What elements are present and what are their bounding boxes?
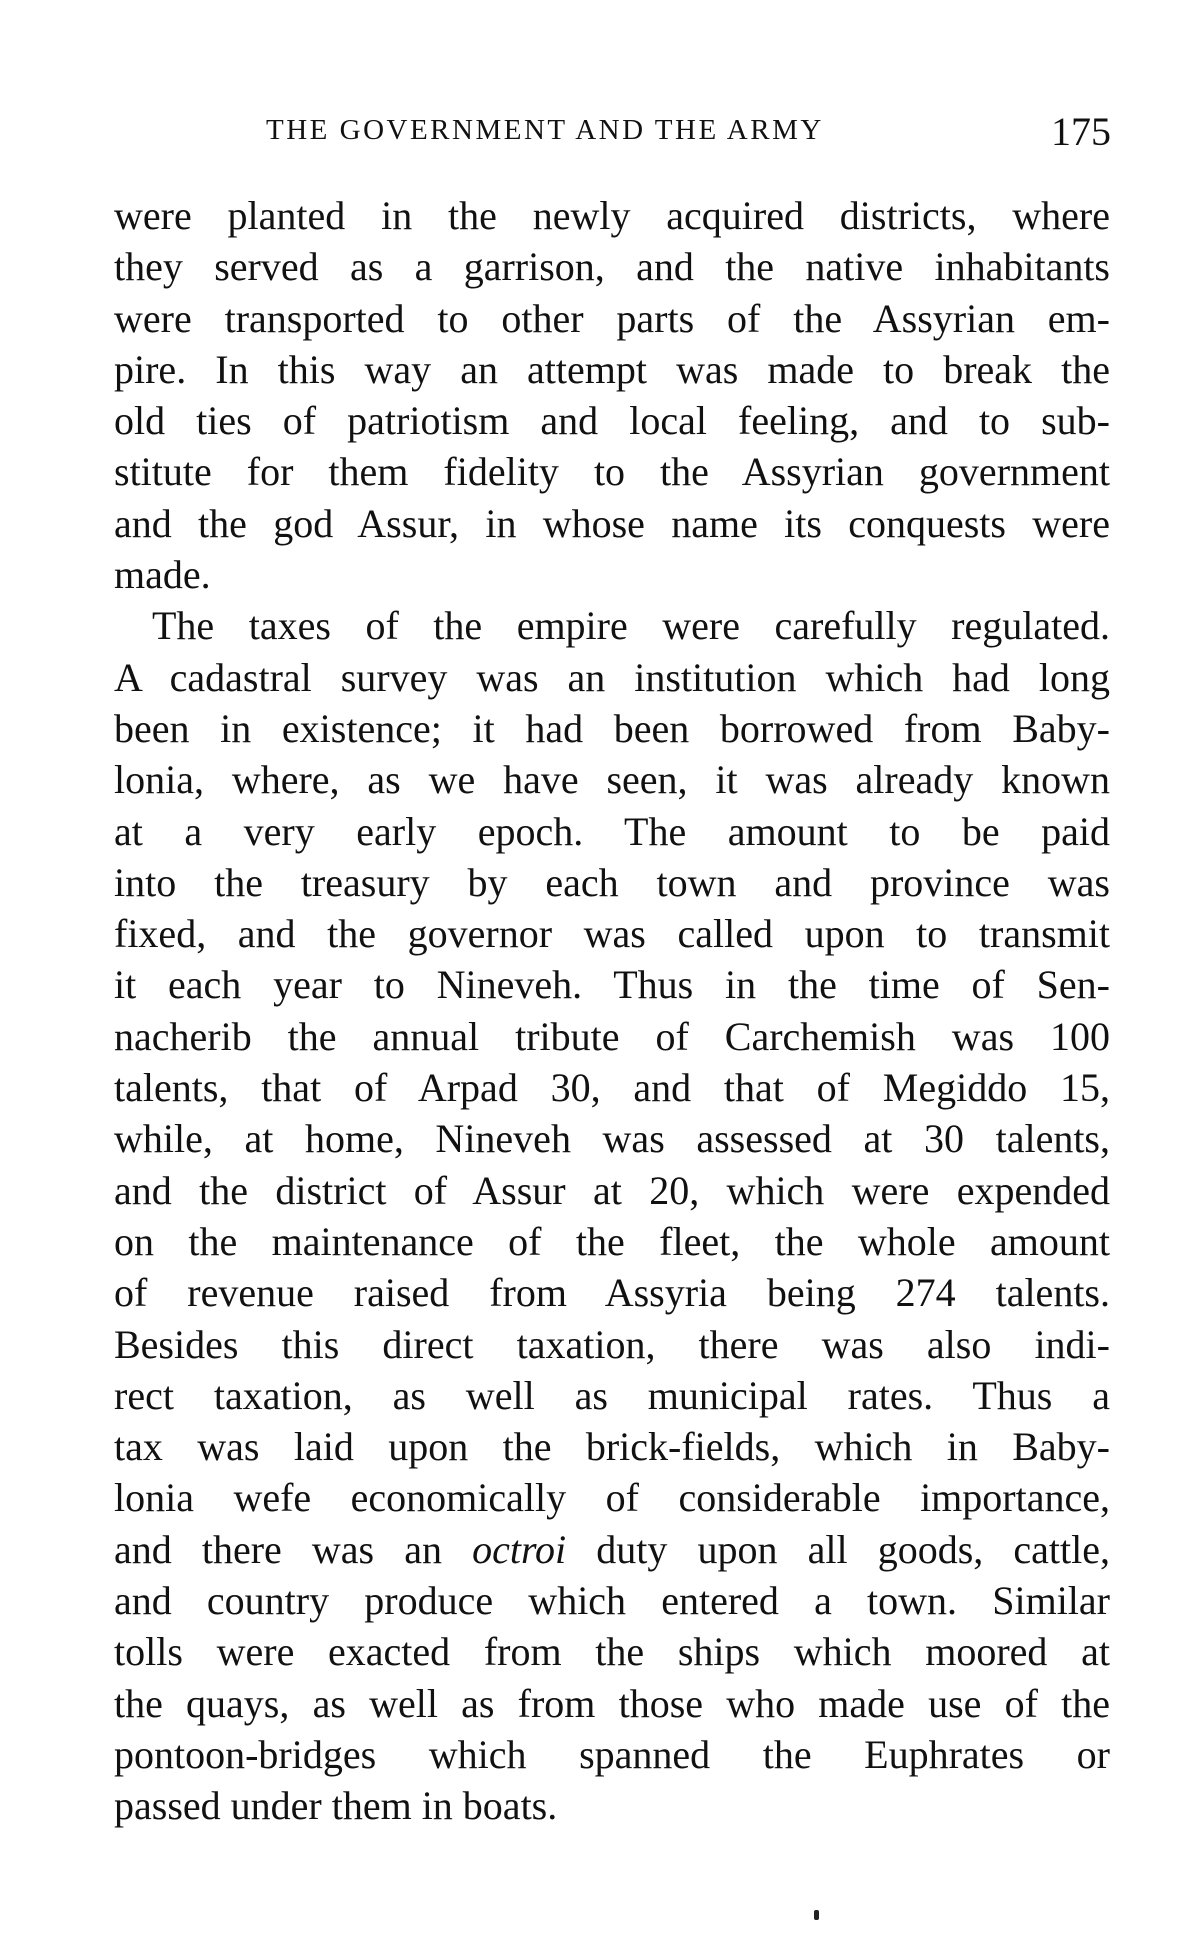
text-line: stitute for them fidelity to the Assyrian government (114, 449, 1110, 495)
text-line: fixed, and the governor was called upon to transmit (114, 911, 1110, 957)
text-line: tolls were exacted from the ships which moored at (114, 1629, 1110, 1675)
text-line: pontoon-bridges which spanned the Euphrates or (114, 1731, 1110, 1777)
text-line: nacherib the annual tribute of Carchemish was 100 (114, 1013, 1110, 1059)
text-line: been in existence; it had been borrowed from Baby- (114, 705, 1110, 751)
text-line: on the maintenance of the fleet, the whole amount (114, 1218, 1110, 1264)
text-line: passed under them in boats. (114, 1783, 558, 1829)
text-line: the quays, as well as from those who made use of the (114, 1680, 1110, 1726)
text-line: A cadastral survey was an institution which had long (114, 654, 1110, 700)
text-line: The taxes of the empire were carefully regulated. (152, 603, 1110, 649)
text-line: talents, that of Arpad 30, and that of Megiddo 15, (114, 1065, 1110, 1111)
paragraph (114, 190, 1110, 600)
text-line: and the district of Assur at 20, which were expended (114, 1167, 1110, 1213)
text-line: while, at home, Nineveh was assessed at 30 talents, (114, 1116, 1110, 1162)
text-line: pire. In this way an attempt was made to break the (114, 346, 1110, 392)
text-line: Besides this direct taxation, there was also indi- (114, 1321, 1110, 1367)
text-line: made. (114, 552, 211, 598)
text-line: were planted in the newly acquired districts, where (114, 193, 1110, 238)
page-number: 175 (1051, 109, 1111, 154)
text-line: lonia, where, as we have seen, it was already known (114, 757, 1110, 803)
text-line: and country produce which entered a town. Similar (114, 1578, 1110, 1624)
text-line: at a very early epoch. The amount to be paid (114, 808, 1110, 854)
text-line: of revenue raised from Assyria being 274 talents. (114, 1270, 1110, 1316)
text-line: lonia wefe economically of considerable importance, (114, 1475, 1110, 1521)
running-header (266, 108, 1111, 158)
ink-mark (814, 1910, 819, 1920)
text-line: tax was laid upon the brick-fields, which in Baby- (114, 1424, 1110, 1470)
text-line: into the treasury by each town and province was (114, 859, 1110, 905)
text-line: it each year to Nineveh. Thus in the time of Sen- (114, 962, 1110, 1008)
running-title: THE GOVERNMENT AND THE ARMY (266, 114, 824, 146)
italic-word: octroi (472, 1526, 567, 1572)
text-line: and there was an octroi duty upon all goods, cattle, (114, 1526, 1110, 1572)
text-line: were transported to other parts of the Assyrian em- (114, 295, 1110, 341)
text-line: old ties of patriotism and local feeling, and to sub- (114, 398, 1110, 444)
text-line: rect taxation, as well as municipal rates. Thus a (114, 1372, 1110, 1418)
paragraph (114, 600, 1110, 1831)
text-line: they served as a garrison, and the native inhabitants (114, 244, 1110, 290)
text-line: and the god Assur, in whose name its conquests were (114, 500, 1110, 546)
body-text (114, 190, 1110, 1832)
